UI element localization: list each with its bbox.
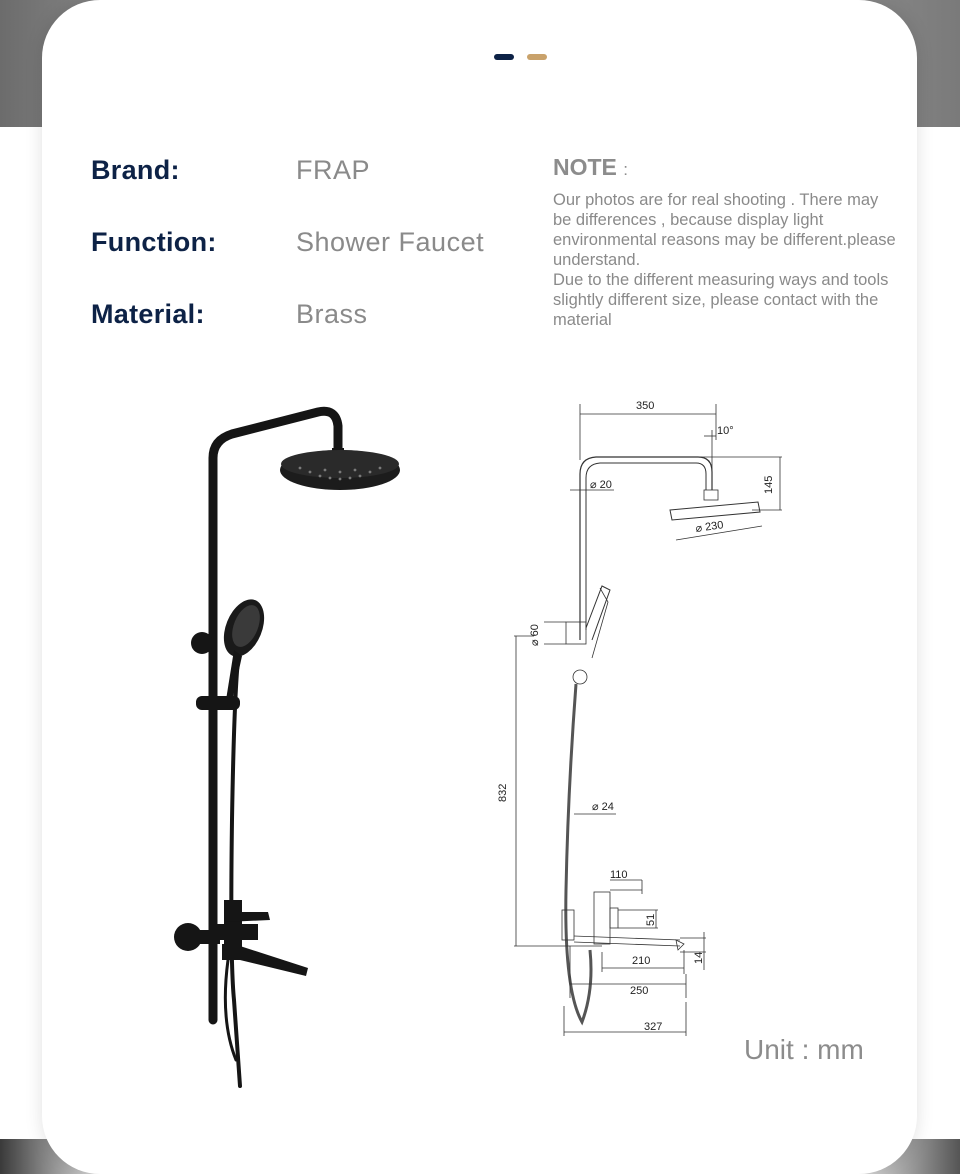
material-value: Brass [296,299,368,329]
dim-210: 210 [632,955,651,967]
brand-label: Brand: [91,155,180,185]
dimension-drawing [490,390,790,1040]
dim-d24: ⌀ 24 [592,801,614,813]
dim-145: 145 [763,475,775,494]
dim-832: 832 [497,783,509,802]
unit-label: Unit : mm [744,1034,864,1065]
dim-angle: 10° [717,425,734,437]
brand-value: FRAP [296,155,371,185]
dim-d230: ⌀ 230 [694,519,725,535]
carousel-dot-inactive[interactable] [527,54,547,60]
note-text: Our photos are for real shooting . There may be differences , because display light environmental reasons may be different.please understand. Due to the different measuring ways and tools slightly different size, please contact with the material [553,191,896,329]
dim-350: 350 [636,400,655,412]
note-colon: : [623,160,629,179]
dim-110: 110 [610,869,628,881]
note-title: NOTE [553,154,617,180]
dim-250: 250 [630,985,649,997]
shower-set-photo [160,400,420,1100]
function-value: Shower Faucet [296,227,485,257]
dim-327: 327 [644,1021,663,1033]
carousel-dot-active[interactable] [494,54,514,60]
dim-d20: ⌀ 20 [590,479,612,491]
material-label: Material: [91,299,205,329]
note-heading [553,154,628,181]
function-label: Function: [91,227,217,257]
dim-14: 14 [693,951,705,964]
dim-d60: ⌀ 60 [529,624,541,646]
dim-51: 51 [645,913,657,926]
